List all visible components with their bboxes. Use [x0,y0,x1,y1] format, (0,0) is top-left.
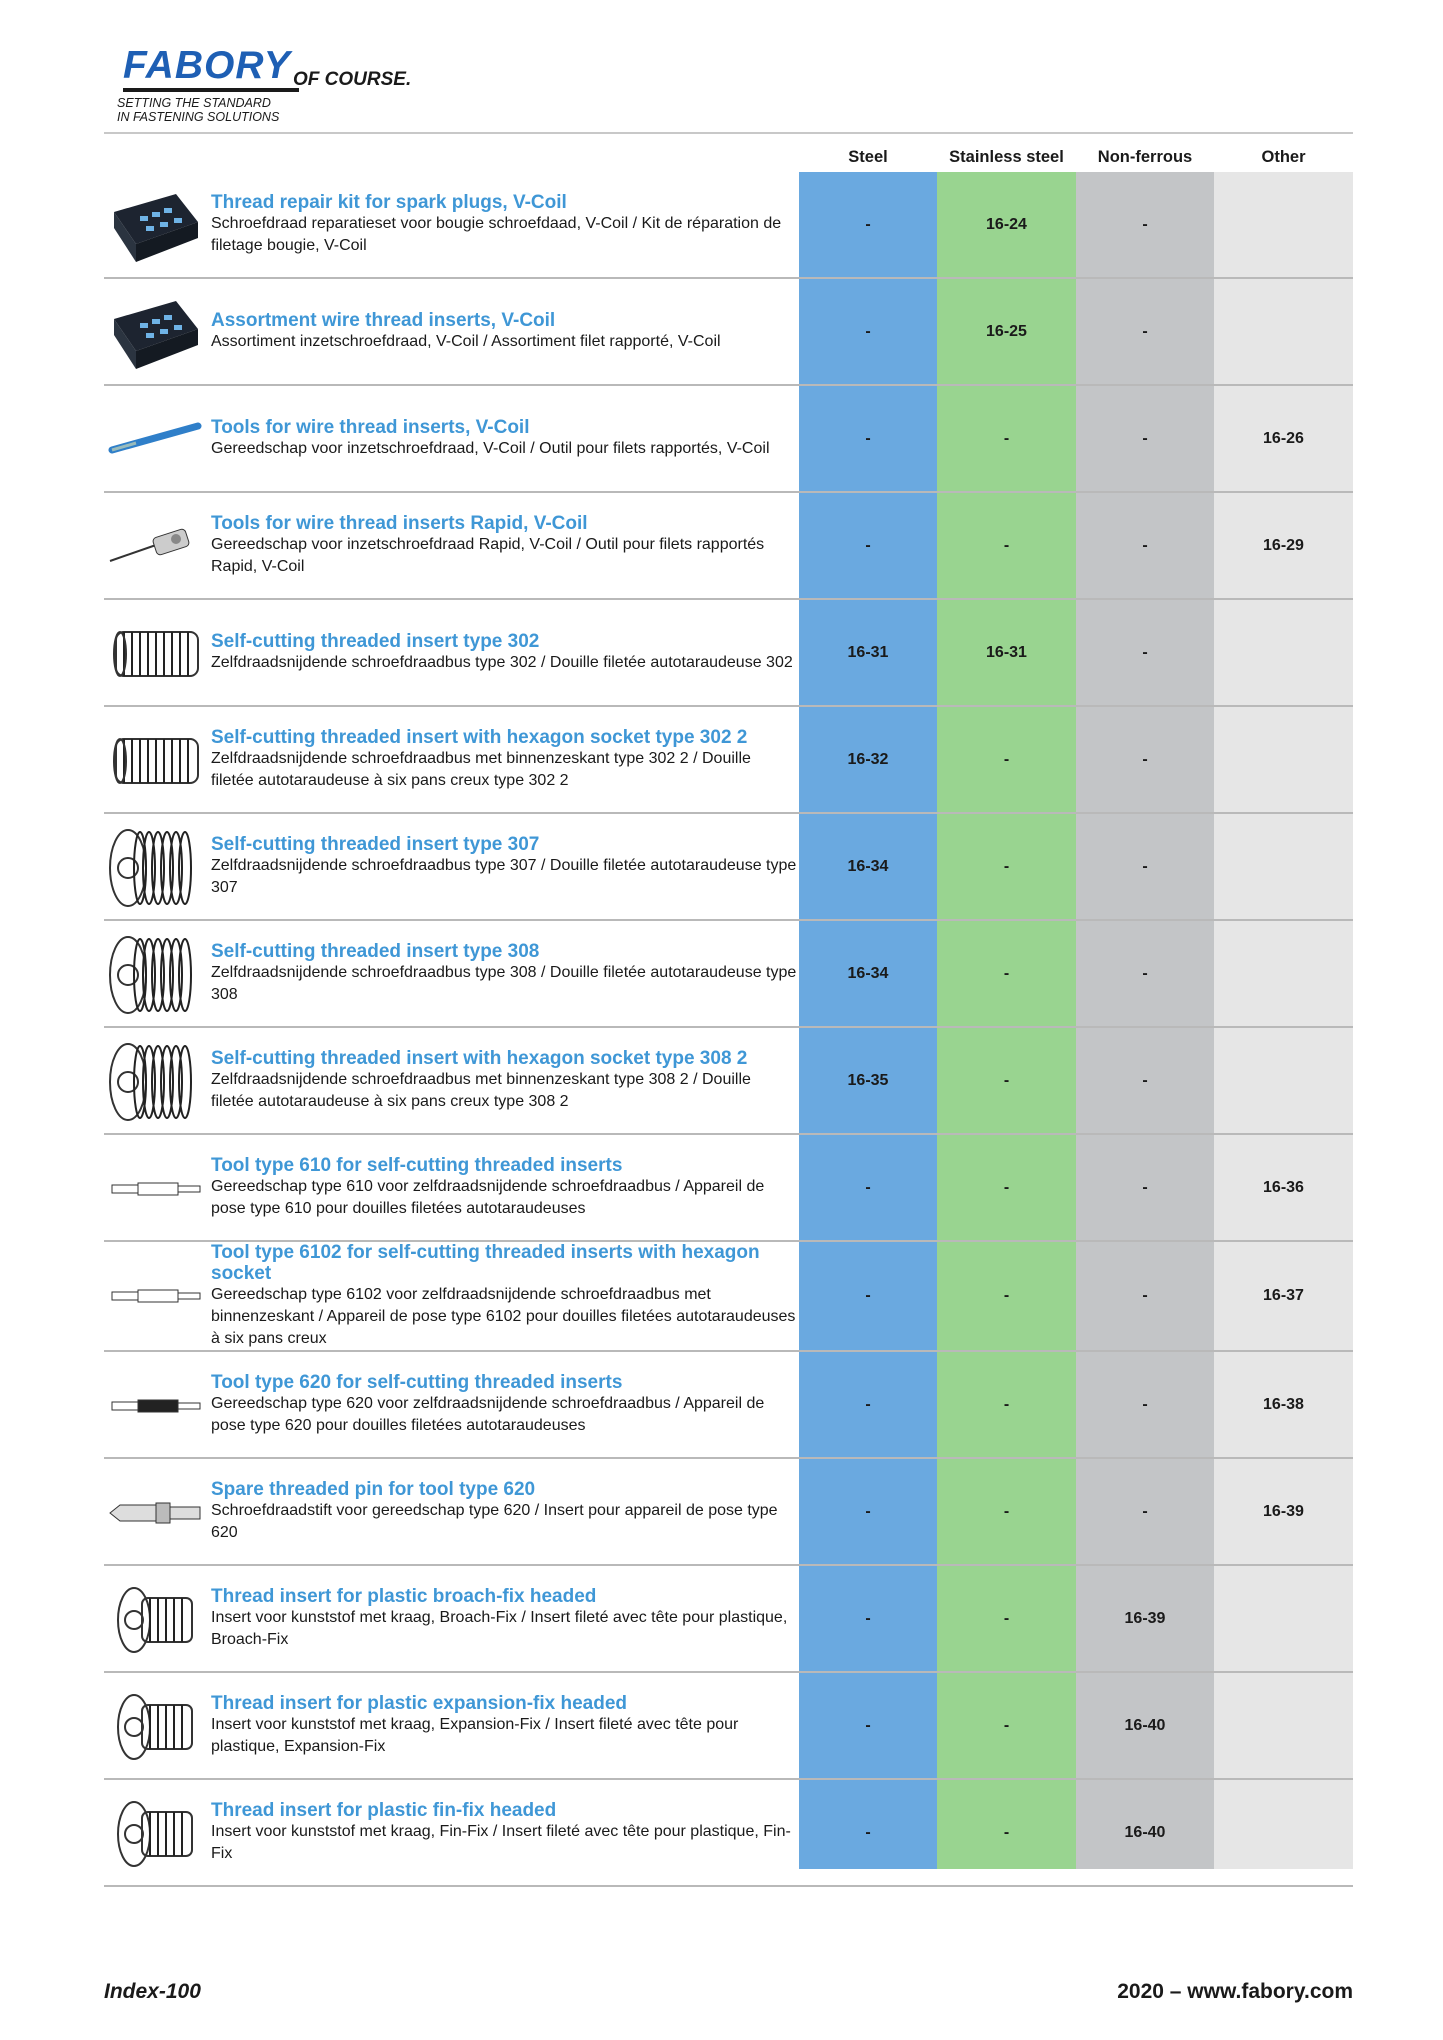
product-translation: Zelfdraadsnijdende schroefdraadbus met binnenzeskant type 308 2 / Douille filetée autotaraudeuse à six pans creux type 308 2 [211,1071,751,1110]
footer-website: 2020 – www.fabory.com [1117,1980,1353,2003]
steel-page-ref: 16-32 [847,750,889,768]
nonferrous-page-ref: 16-39 [1124,1609,1166,1627]
column-header-stainless-steel: Stainless steel [949,148,1064,166]
table-row [104,1673,1353,1780]
steel-page-ref: 16-34 [847,857,889,875]
steel-page-ref: - [865,1823,871,1841]
nonferrous-page-ref: - [1142,964,1148,982]
nonferrous-page-ref: - [1142,322,1148,340]
steel-page-ref: 16-31 [847,643,889,661]
steel-page-ref: - [865,536,871,554]
stainless-page-ref: - [1003,536,1010,554]
threaded-pin-icon [106,1469,204,1555]
other-page-ref [1214,707,1353,812]
steel-page-ref: - [865,215,871,233]
stainless-page-ref: - [1003,857,1010,875]
product-description [211,600,797,705]
product-title: Thread repair kit for spark plugs, V-Coil [211,192,567,213]
product-title: Thread insert for plastic fin-fix headed [211,1800,557,1821]
table-row [104,1135,1353,1242]
column-header-non-ferrous: Non-ferrous [1097,148,1193,166]
table-top-rule [104,132,1353,134]
product-description [211,172,797,277]
table-row [104,1459,1353,1566]
product-translation: Gereedschap type 6102 voor zelfdraadsnijdende schroefdraadbus met binnenzeskant / Appareil de pose type 6102 pour douilles filetées autotaraudeuses à six pans creux [211,1286,796,1347]
nonferrous-page-ref: - [1142,857,1148,875]
threaded-insert-308-hex-icon [106,1038,204,1124]
product-translation: Zelfdraadsnijdende schroefdraadbus met binnenzeskant type 302 2 / Douille filetée autotaraudeuse à six pans creux type 302 2 [211,750,751,789]
nonferrous-page-ref: - [1142,643,1148,661]
steel-page-ref: - [865,1178,871,1196]
table-rows [104,172,1353,1887]
tagline-line-2: IN FASTENING SOLUTIONS [117,110,280,124]
column-header-steel: Steel [848,148,888,166]
tool-6102-icon [106,1252,204,1338]
product-title: Self-cutting threaded insert type 308 [211,941,540,962]
table-row [104,279,1353,386]
steel-page-ref: - [865,1609,871,1627]
product-title: Tools for wire thread inserts, V-Coil [211,417,530,438]
nonferrous-page-ref: - [1142,1071,1148,1089]
table-row [104,921,1353,1028]
other-page-ref: 16-37 [1263,1287,1304,1304]
stainless-page-ref: - [1003,750,1010,768]
table-row [104,1566,1353,1673]
product-description [211,1780,797,1885]
tagline-line-1: SETTING THE STANDARD [117,96,271,110]
product-description [211,1135,797,1240]
nonferrous-page-ref: 16-40 [1124,1716,1166,1734]
stainless-page-ref: 16-24 [986,215,1027,233]
table-row [104,600,1353,707]
product-description [211,1459,797,1564]
stainless-page-ref: - [1003,964,1010,982]
nonferrous-page-ref: - [1142,750,1148,768]
other-page-ref [1214,172,1353,277]
product-title: Tool type 620 for self-cutting threaded inserts [211,1372,623,1393]
nonferrous-page-ref: 16-40 [1124,1823,1166,1841]
steel-page-ref: - [865,429,871,447]
other-page-ref [1214,279,1353,384]
product-title: Self-cutting threaded insert type 307 [211,834,540,855]
product-title: Tools for wire thread inserts Rapid, V-Coil [211,513,588,534]
steel-page-ref: - [865,1287,871,1304]
steel-page-ref: - [865,1395,871,1413]
product-title: Self-cutting threaded insert with hexagon socket type 302 2 [211,727,748,748]
threaded-insert-hex-icon [106,717,204,803]
other-page-ref [1214,600,1353,705]
product-translation: Schroefdraad reparatieset voor bougie schroefdaad, V-Coil / Kit de réparation de filetage bougie, V-Coil [211,215,782,254]
page-number: Index-100 [104,1980,201,2003]
nonferrous-page-ref: - [1142,429,1148,447]
stainless-page-ref: - [1003,1823,1010,1841]
product-title: Thread insert for plastic expansion-fix headed [211,1693,627,1714]
brand-tagline [117,96,279,124]
steel-page-ref: 16-34 [847,964,889,982]
product-title: Thread insert for plastic broach-fix headed [211,1586,597,1607]
other-page-ref [1214,1566,1353,1671]
expansion-fix-insert-icon [106,1683,204,1769]
stainless-page-ref: 16-31 [986,643,1027,661]
product-translation: Assortiment inzetschroefdraad, V-Coil / Assortiment filet rapporté, V-Coil [211,333,721,350]
brand-name: FABORY [123,44,291,87]
other-page-ref [1214,1780,1353,1885]
steel-page-ref: - [865,322,871,340]
table-row [104,1780,1353,1887]
product-translation: Insert voor kunststof met kraag, Expansion-Fix / Insert fileté avec tête pour plastique, Expansion-Fix [211,1716,739,1755]
steel-page-ref: - [865,1502,871,1520]
insert-tool-icon [106,396,204,482]
table-row [104,172,1353,279]
other-page-ref: 16-36 [1263,1178,1304,1196]
table-row [104,707,1353,814]
nonferrous-page-ref: - [1142,215,1148,233]
product-description [211,1028,797,1133]
nonferrous-page-ref: - [1142,1178,1148,1196]
nonferrous-page-ref: - [1142,1502,1148,1520]
product-description [211,279,797,384]
threaded-insert-307-icon [106,824,204,910]
other-page-ref: 16-38 [1263,1395,1304,1413]
product-translation: Gereedschap voor inzetschroefdraad, V-Coil / Outil pour filets rapportés, V-Coil [211,440,770,457]
other-page-ref [1214,1028,1353,1133]
brand-underline [123,88,299,92]
stainless-page-ref: - [1003,1395,1010,1413]
stainless-page-ref: - [1003,1287,1010,1304]
product-description [211,1352,797,1457]
product-description [211,707,797,812]
steel-page-ref: 16-35 [847,1071,889,1089]
product-title: Self-cutting threaded insert type 302 [211,631,540,652]
table-row [104,1242,1353,1352]
stainless-page-ref: - [1003,1609,1010,1627]
assortment-case-icon [106,289,204,375]
stainless-page-ref: - [1003,1071,1010,1089]
product-translation: Zelfdraadsnijdende schroefdraadbus type 308 / Douille filetée autotaraudeuse type 308 [211,964,797,1003]
other-page-ref [1214,1673,1353,1778]
product-description [211,493,797,598]
nonferrous-page-ref: - [1142,1287,1148,1304]
product-title: Self-cutting threaded insert with hexagon socket type 308 2 [211,1048,748,1069]
repair-kit-case-icon [106,182,204,268]
table-row [104,493,1353,600]
product-description [211,1566,797,1671]
product-description [211,386,797,491]
product-translation: Zelfdraadsnijdende schroefdraadbus type 302 / Douille filetée autotaraudeuse 302 [211,654,793,671]
other-page-ref [1214,814,1353,919]
other-page-ref [1214,921,1353,1026]
other-page-ref: 16-29 [1263,536,1304,554]
product-translation: Gereedschap type 620 voor zelfdraadsnijdende schroefdraadbus / Appareil de pose type 620 pour douilles filetées autotaraudeuses [211,1395,765,1434]
fabory-logo [117,44,417,124]
product-description [211,814,797,919]
product-translation: Schroefdraadstift voor gereedschap type 620 / Insert pour appareil de pose type 620 [211,1502,778,1541]
threaded-insert-icon [106,610,204,696]
stainless-page-ref: 16-25 [986,322,1027,340]
stainless-page-ref: - [1003,1178,1010,1196]
threaded-insert-308-icon [106,931,204,1017]
other-page-ref: 16-39 [1263,1502,1304,1520]
product-translation: Zelfdraadsnijdende schroefdraadbus type 307 / Douille filetée autotaraudeuse type 307 [211,857,797,896]
table-row [104,1352,1353,1459]
steel-page-ref: - [865,1716,871,1734]
stainless-page-ref: - [1003,429,1010,447]
product-description [211,1242,797,1350]
table-row [104,814,1353,921]
product-title: Tool type 6102 for self-cutting threaded inserts with hexagon socket [211,1242,760,1284]
table-row [104,386,1353,493]
tool-620-icon [106,1362,204,1448]
column-header-other: Other [1261,148,1306,166]
product-title: Tool type 610 for self-cutting threaded inserts [211,1155,623,1176]
table-row [104,1028,1353,1135]
broach-fix-insert-icon [106,1576,204,1662]
nonferrous-page-ref: - [1142,1395,1148,1413]
product-translation: Insert voor kunststof met kraag, Fin-Fix / Insert fileté avec tête pour plastique, Fin-Fix [211,1823,791,1862]
stainless-page-ref: - [1003,1502,1010,1520]
other-page-ref: 16-26 [1263,429,1304,447]
rapid-tool-icon [106,503,204,589]
product-translation: Gereedschap voor inzetschroefdraad Rapid, V-Coil / Outil pour filets rapportés Rapid, V-Coil [211,536,765,575]
product-translation: Gereedschap type 610 voor zelfdraadsnijdende schroefdraadbus / Appareil de pose type 610 pour douilles filetées autotaraudeuses [211,1178,765,1217]
nonferrous-page-ref: - [1142,536,1148,554]
product-description [211,1673,797,1778]
fin-fix-insert-icon [106,1790,204,1876]
product-description [211,921,797,1026]
product-translation: Insert voor kunststof met kraag, Broach-Fix / Insert fileté avec tête pour plastique, Broach-Fix [211,1609,788,1648]
stainless-page-ref: - [1003,1716,1010,1734]
product-title: Assortment wire thread inserts, V-Coil [211,310,556,331]
brand-suffix: OF COURSE. [293,69,412,90]
product-title: Spare threaded pin for tool type 620 [211,1479,536,1500]
tool-610-icon [106,1145,204,1231]
